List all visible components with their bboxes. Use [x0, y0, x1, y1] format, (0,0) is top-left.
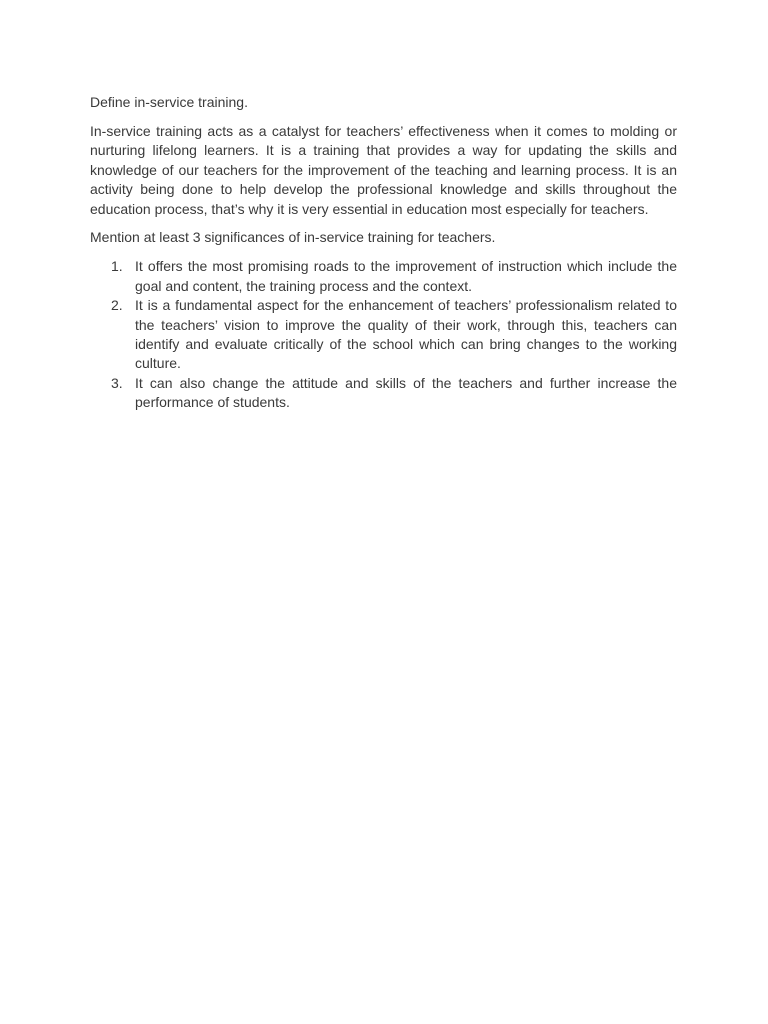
list-item-text: It is a fundamental aspect for the enhancement of teachers’ professionalism related to the teachers’ vision to improve the quality of their work, through this, teachers can identify and evaluate critically of the school which can bring changes to the working culture.: [135, 297, 677, 372]
list-item-text: It can also change the attitude and skills of the teachers and further increase the performance of students.: [135, 374, 677, 411]
list-item-number: 1.: [111, 258, 123, 275]
question-significances: Mention at least 3 significances of in-service training for teachers.: [90, 229, 496, 246]
list-item-number: 3.: [111, 374, 123, 391]
question-define-in-service-training: Define in-service training.: [90, 94, 248, 110]
list-item: [90, 374, 677, 413]
document-body: [90, 93, 677, 413]
answer-definition-paragraph: In-service training acts as a catalyst for teachers’ effectiveness when it comes to molding or nurturing lifelong learners. It is a training that provides a way for updating the skills and knowledge of our teachers for the improvement of the teaching and learning process. It is an activity being done to help develop the professional knowledge and skills throughout the education process, that’s why it is very essential in education most especially for teachers.: [90, 122, 677, 217]
significances-list: [90, 257, 677, 412]
list-item: [90, 257, 677, 296]
list-item: [90, 296, 677, 374]
list-item-number: 2.: [111, 297, 123, 314]
list-item-text: It offers the most promising roads to the improvement of instruction which include the goal and content, the training process and the context.: [135, 258, 677, 294]
